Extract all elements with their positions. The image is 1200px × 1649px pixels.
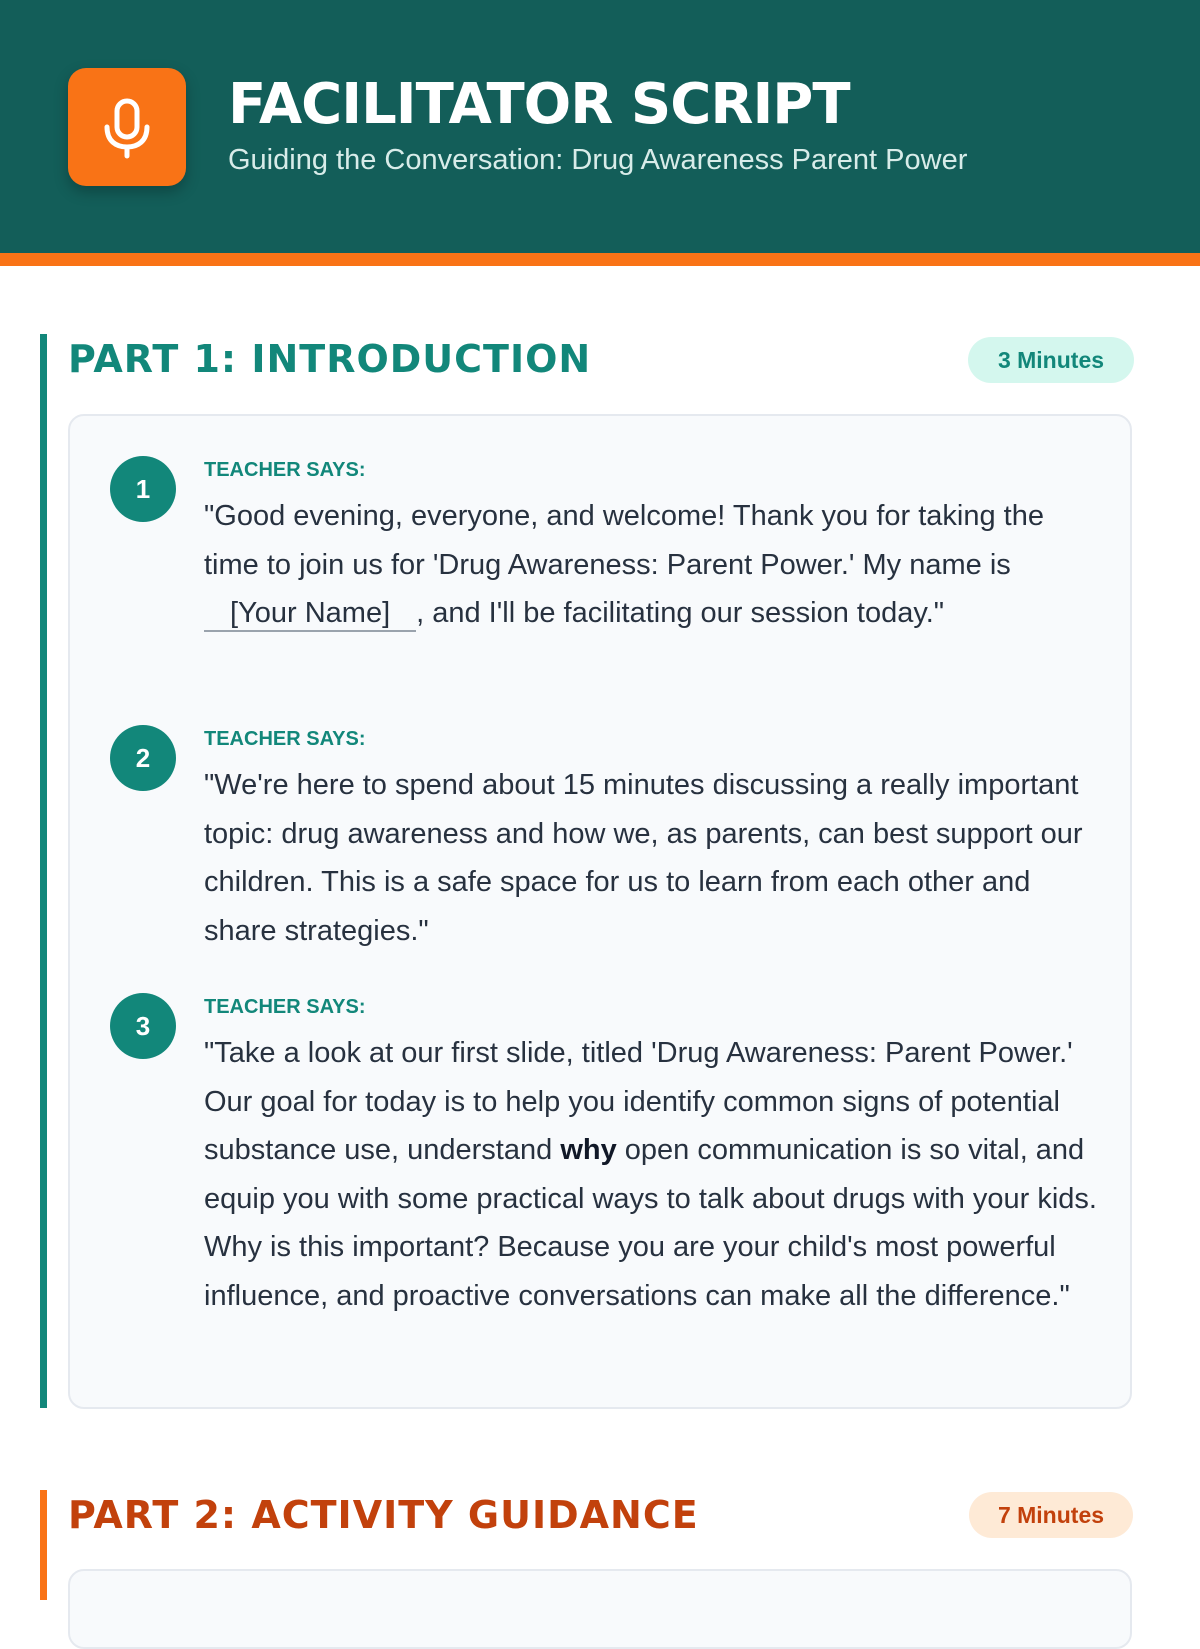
emphasis-why: why: [560, 1134, 617, 1166]
step-number-badge: 3: [110, 993, 176, 1059]
header-accent-stripe: [0, 253, 1200, 266]
step-number-badge: 2: [110, 725, 176, 791]
section-2-title: PART 2: ACTIVITY GUIDANCE: [68, 1493, 699, 1537]
teacher-says-label: TEACHER SAYS:: [204, 996, 366, 1018]
section-1-script-card: [68, 414, 1132, 1409]
section-2-duration-badge: 7 Minutes: [969, 1492, 1133, 1538]
page-subtitle: Guiding the Conversation: Drug Awareness Parent Power: [228, 144, 968, 176]
section-1-accent-bar: [40, 334, 47, 1408]
step-1-text: "Good evening, everyone, and welcome! Thank you for taking the time to join us for 'Drug Awareness: Parent Power.' My name is [Your Name] , and I'll be facilitating our session today.": [204, 492, 1104, 638]
section-1-duration-badge: 3 Minutes: [968, 337, 1134, 383]
teacher-says-label: TEACHER SAYS:: [204, 728, 366, 750]
your-name-placeholder: [Your Name]: [204, 596, 416, 632]
microphone-badge: [68, 68, 186, 186]
section-1-title: PART 1: INTRODUCTION: [68, 337, 592, 381]
step-2-text: "We're here to spend about 15 minutes discussing a really important topic: drug awareness and how we, as parents, can best support our children. This is a safe space for us to learn from each other and share strategies.": [204, 769, 1083, 947]
teacher-says-label: TEACHER SAYS:: [204, 459, 366, 481]
step-3-text: "Take a look at our first slide, titled 'Drug Awareness: Parent Power.' Our goal for today is to help you identify common signs of potential substance use, understand why open communication is so vital, and equip you with some practical ways to talk about drugs with your kids. Why is this important? Because you are your child's most powerful influence, and proactive conversations can make all the difference.": [204, 1037, 1097, 1312]
page-title: FACILITATOR SCRIPT: [228, 72, 850, 137]
section-2-accent-bar: [40, 1490, 47, 1600]
microphone-icon: [99, 95, 155, 159]
step-number-badge: 1: [110, 456, 176, 522]
section-2-script-card: [68, 1569, 1132, 1649]
